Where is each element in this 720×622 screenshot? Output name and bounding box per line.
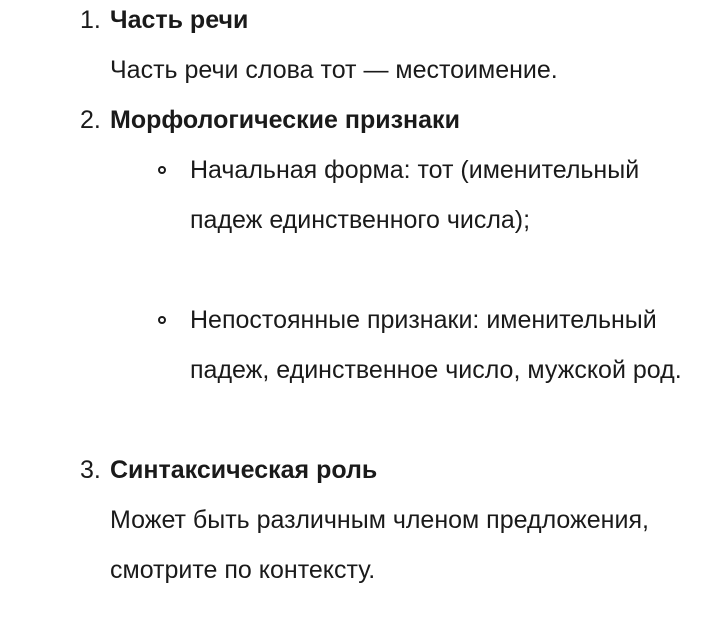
bullet-circle-icon <box>158 166 166 174</box>
list-item-number: 2. <box>80 106 101 134</box>
bullet-circle-icon <box>158 316 166 324</box>
section-text: Часть речи слова тот — местоимение. <box>110 56 558 84</box>
bullet-text: Непостоянные признаки: именительный падеж, единственное число, мужской род. <box>190 306 682 384</box>
section-heading: Морфологические признаки <box>110 106 460 134</box>
section-text: Может быть различным членом предложения, смотрите по контексту. <box>110 506 649 584</box>
section-heading: Синтаксическая роль <box>110 456 378 484</box>
section-heading: Часть речи <box>110 6 249 34</box>
list-item-number: 3. <box>80 456 101 484</box>
bullet-text: Начальная форма: тот (именительный падеж единственного числа); <box>190 156 640 234</box>
list-item-number: 1. <box>80 6 101 34</box>
